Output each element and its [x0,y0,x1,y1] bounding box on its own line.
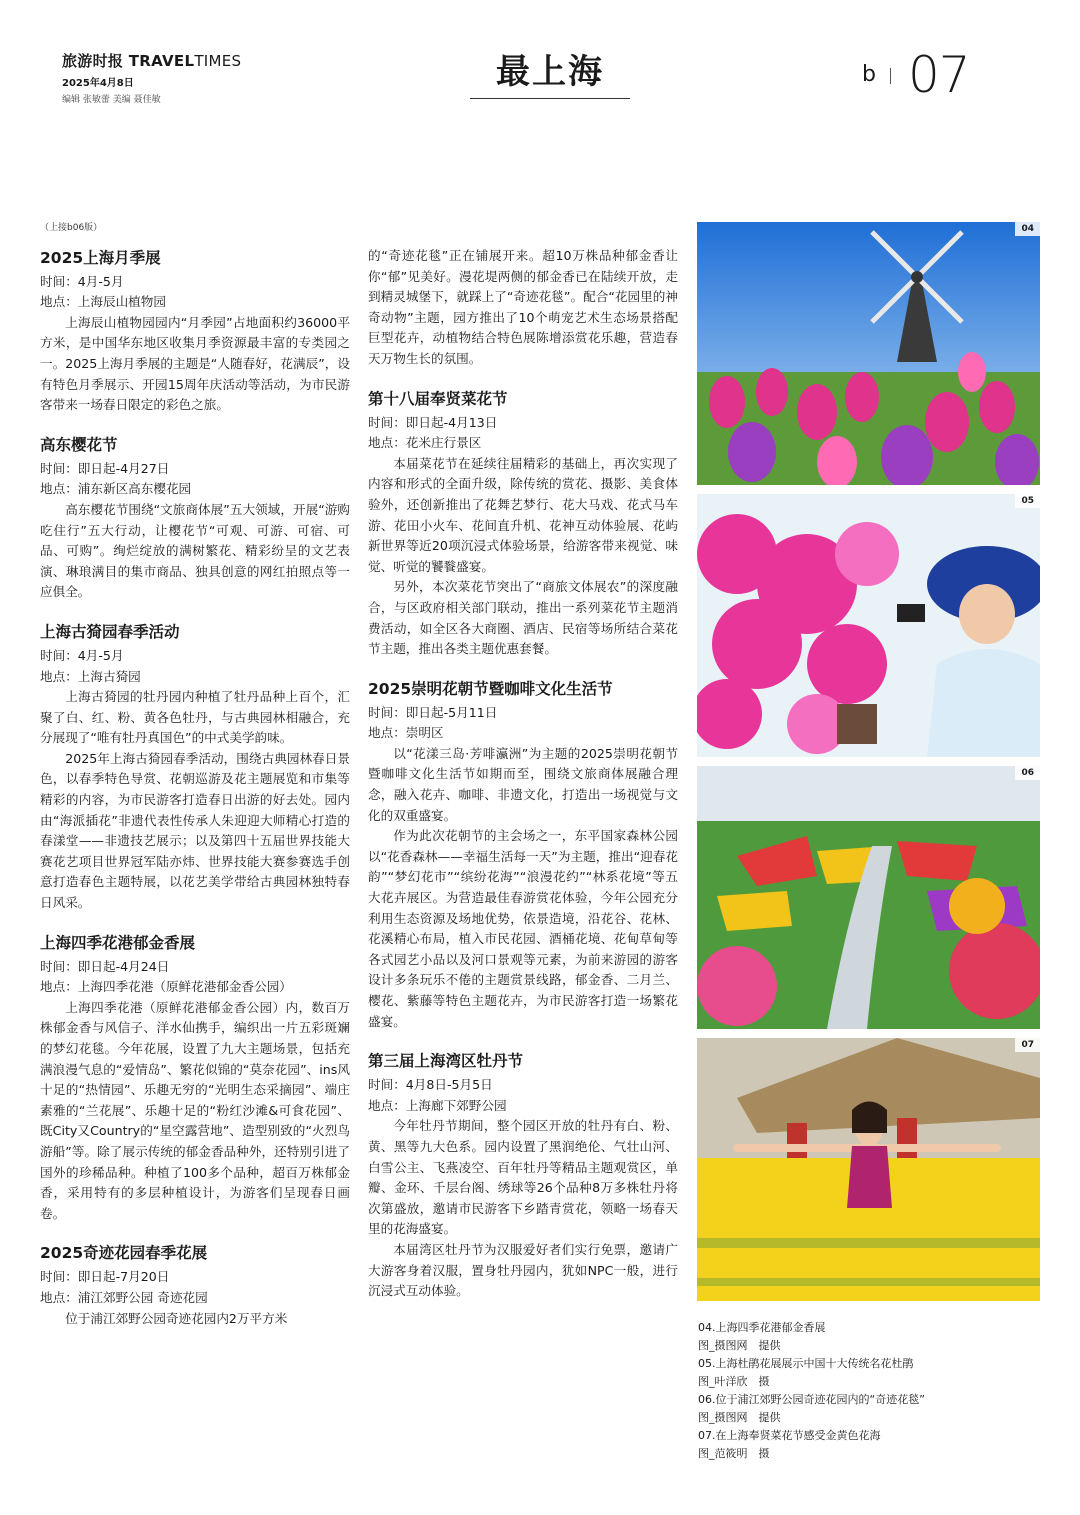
article-time: 时间：4月-5月 [40,647,124,663]
brand-en-light: TIMES [194,52,242,70]
editors-credit: 编辑 张敏蕾 美编 聂佳敏 [62,95,161,105]
section-divider [890,68,891,84]
article-paragraph: 上海四季花港（原鲜花港郁金香公园）内，数百万株郁金香与风信子、洋水仙携手，编织出一片五彩斑斓的梦幻花毯。今年花展，设置了九大主题场景，包括充满浪漫气息的“爱情岛”、繁花似锦的“莫奈花园”、ins风十足的“热情园”、乐趣无穷的“光明生态采摘园”、端庄素雅的“兰花展”、乐趣十足的“粉红沙滩&可食花园”、既City又Country的“星空露营地”、造型别致的“火烈鸟游船”等。除了展示传统的郁金香品种外，还特别引进了国外的珍稀品种。种植了100多个品种，超百万株郁金香，采用特有的多层种植设计，为游客们呈现春日画卷。 [40,999,350,1221]
article-title: 2025上海月季展 [40,248,161,267]
photo-captions [698,1319,1038,1463]
article-peony-festival [368,1050,678,1302]
article-paragraph: 另外，本次菜花节突出了“商旅文体展农”的深度融合，与区政府相关部门联动，推出一系列菜花节主题消费活动，如全区各大商圈、酒店、民宿等场所结合菜花节主题，推出各类主题优惠套餐。 [368,579,678,657]
caption-credit: 图_叶洋欣 摄 [698,1375,770,1388]
article-rapeseed-festival [368,388,678,660]
article-place: 地点：上海廊下郊野公园 [368,1097,507,1113]
text-column-1 [40,218,350,1347]
page-title: 最上海 [496,52,604,92]
article-paragraph: 以“花漾三岛·芳啡瀛洲”为主题的2025崇明花朝节暨咖啡文化生活节如期而至，围绕文旅商体展融合理念，融入花卉、咖啡、非遗文化，打造出一场视觉与文化的双重盛宴。 [368,745,678,823]
article-miracle-garden [40,1242,350,1329]
continued-note: （上接b06版） [40,223,103,233]
article-title: 2025奇迹花园春季花展 [40,1244,208,1263]
article-paragraph: 上海辰山植物园园内“月季园”占地面积约36000平方米，是中国华东地区收集月季资源最丰富的专类园之一。2025上海月季展的主题是“人随春好，花满辰”，设有特色月季展示、开园15周年庆活动等活动，为市民游客带来一场春日限定的彩色之旅。 [40,314,350,413]
article-paragraph: 上海古猗园的牡丹园内种植了牡丹品种上百个，汇聚了白、红、粉、黄各色牡丹，与古典园林相融合，充分展现了“唯有牡丹真国色”的中式美学韵味。 [40,689,350,746]
article-place: 地点：上海辰山植物园 [40,294,166,310]
article-place: 地点：花米庄行景区 [368,435,482,451]
caption-credit: 图_范筱明 摄 [698,1447,770,1460]
caption-credit: 图_摄图网 提供 [698,1411,781,1424]
tulip-windmill-image [697,222,1040,485]
text-column-2 [368,246,678,1320]
caption-credit: 图_摄图网 提供 [698,1339,781,1352]
article-time: 时间：4月-5月 [40,273,124,289]
article-paragraph: 高东樱花节围绕“文旅商体展”五大领域，开展“游购吃住行”五大行动，让樱花节“可观、可游、可宿、可品、可购”。绚烂绽放的满树繁花、精彩纷呈的文艺表演、琳琅满目的集市商品、独具创意的网红拍照点等一应俱全。 [40,501,350,600]
caption-line: 04.上海四季花港郁金香展 [698,1321,826,1334]
photo-number: 07 [1015,1038,1040,1052]
brand-cn: 旅游时报 [62,52,124,70]
caption-line: 07.在上海奉贤菜花节感受金黄色花海 [698,1429,881,1442]
article-title: 上海四季花港郁金香展 [40,933,196,952]
page-number: 07 [908,46,970,104]
article-place: 地点：崇明区 [368,725,444,741]
article-guyi-garden [40,621,350,914]
article-chongming-festival [368,678,678,1033]
brand-logo [62,50,241,71]
article-time: 时间：4月8日-5月5日 [368,1077,493,1093]
article-paragraph: 今年牡丹节期间，整个园区开放的牡丹有白、粉、黄、黑等九大色系。园内设置了黑润绝伦、气壮山河、白雪公主、飞燕凌空、百年牡丹等精品主题观赏区，单瓣、金环、千层台阁、绣球等26个品种8万多株牡丹将次第盛放，邀请市民游客下乡踏青赏花，领略一场春天里的花海盛宴。 [368,1118,678,1237]
title-underline [470,98,630,99]
photo-number: 05 [1015,494,1040,508]
article-title: 第三届上海湾区牡丹节 [368,1052,524,1071]
article-time: 时间：即日起-4月13日 [368,414,498,430]
photo-number: 04 [1015,222,1040,236]
article-title: 上海古猗园春季活动 [40,622,180,641]
article-paragraph: 本届湾区牡丹节为汉服爱好者们实行免票，邀请广大游客身着汉服，置身牡丹园内，犹如NPC一般，进行沉浸式互动体验。 [368,1241,678,1299]
brand-en-bold: TRAVEL [128,52,195,70]
article-title: 2025崇明花朝节暨咖啡文化生活节 [368,679,613,698]
article-time: 时间：即日起-5月11日 [368,704,498,720]
article-paragraph: 位于浦江郊野公园奇迹花园内2万平方米 [65,1310,288,1326]
article-title: 第十八届奉贤菜花节 [368,389,508,408]
article-place: 地点：浦江郊野公园 奇迹花园 [40,1289,208,1305]
article-time: 时间：即日起-4月24日 [40,958,170,974]
photo-tulips-windmill [697,222,1040,485]
rapeseed-image [697,1038,1040,1301]
article-place: 地点：浦东新区高东樱花园 [40,481,192,497]
section-letter: b [862,62,876,87]
photo-number: 06 [1015,766,1040,780]
azalea-image [697,494,1040,757]
article-time: 时间：即日起-4月27日 [40,460,170,476]
article-place: 地点：上海四季花港（原鲜花港郁金香公园） [40,979,292,995]
article-paragraph: 作为此次花朝节的主会场之一，东平国家森林公园以“花香森林——幸福生活每一天”为主题，推出“迎春花韵”“梦幻花市”“缤纷花海”“浪漫花约”“林系花境”等五大花卉展区。为营造最佳春游赏花体验，今年公园充分利用生态资源及场地优势，依景造境，沿花谷、花林、花溪精心布局，植入市民花园、酒桶花境、花甸草甸等各式园艺小品以及河口景观等元素，为前来游园的游客设计多条玩乐不倦的主题赏景线路，郁金香、二月兰、樱花、紫藤等特色主题花卉，为市民游客打造一场繁花盛宴。 [368,828,678,1029]
article-miracle-garden-continued [368,246,678,370]
article-title: 高东樱花节 [40,435,118,454]
issue-date: 2025年4月8日 [62,78,134,89]
article-paragraph: 2025年上海古猗园春季活动，围绕古典园林春日景色，以春季特色导赏、花朝巡游及花主题展览和市集等精彩的内容，为市民游客打造春日出游的好去处。园内由“海派插花”非遗代表性传承人朱迎迎大师精心打造的春漾堂——非遗技艺展示；以及第四十五届世界技能大赛花艺项目世界冠军陆亦炜、世界技能大赛参赛选手创意打造春色主题特展，以花艺美学带给古典园林独特春日风采。 [40,750,350,911]
flower-carpet-image [697,766,1040,1029]
article-paragraph: 的“奇迹花毯”正在铺展开来。超10万株品种郁金香让你“郁”见美好。漫花堤两侧的郁金香已在陆续开放，走到精灵城堡下，就踩上了“奇迹花毯”。配合“花园里的神奇动物”主题，园方推出了10个萌宠艺术生态场景搭配巨型花卉，动植物结合特色展陈增添赏花乐趣，营造春天万物生长的氛围。 [368,248,678,366]
masthead [62,50,241,105]
article-time: 时间：即日起-7月20日 [40,1269,170,1285]
article-cherry-festival [40,434,350,603]
article-rose-show [40,247,350,416]
caption-line: 05.上海杜鹃花展展示中国十大传统名花杜鹃 [698,1357,914,1370]
article-paragraph: 本届菜花节在延续往届精彩的基础上，再次实现了内容和形式的全面升级，除传统的赏花、摄影、美食体验外，还创新推出了花舞艺梦行、花大马戏、花式马车游、花田小火车、花间直升机、花神互动体验展、花屿新世界等近20项沉浸式体验场景，给游客带来视觉、味觉、听觉的饕餮盛宴。 [368,455,678,574]
photo-azalea-visitor [697,494,1040,757]
caption-line: 06.位于浦江郊野公园奇迹花园内的“奇迹花毯” [698,1393,925,1406]
photo-flower-carpet [697,766,1040,1029]
photo-rapeseed-field [697,1038,1040,1301]
article-tulip-show [40,932,350,1225]
article-place: 地点：上海古猗园 [40,668,141,684]
